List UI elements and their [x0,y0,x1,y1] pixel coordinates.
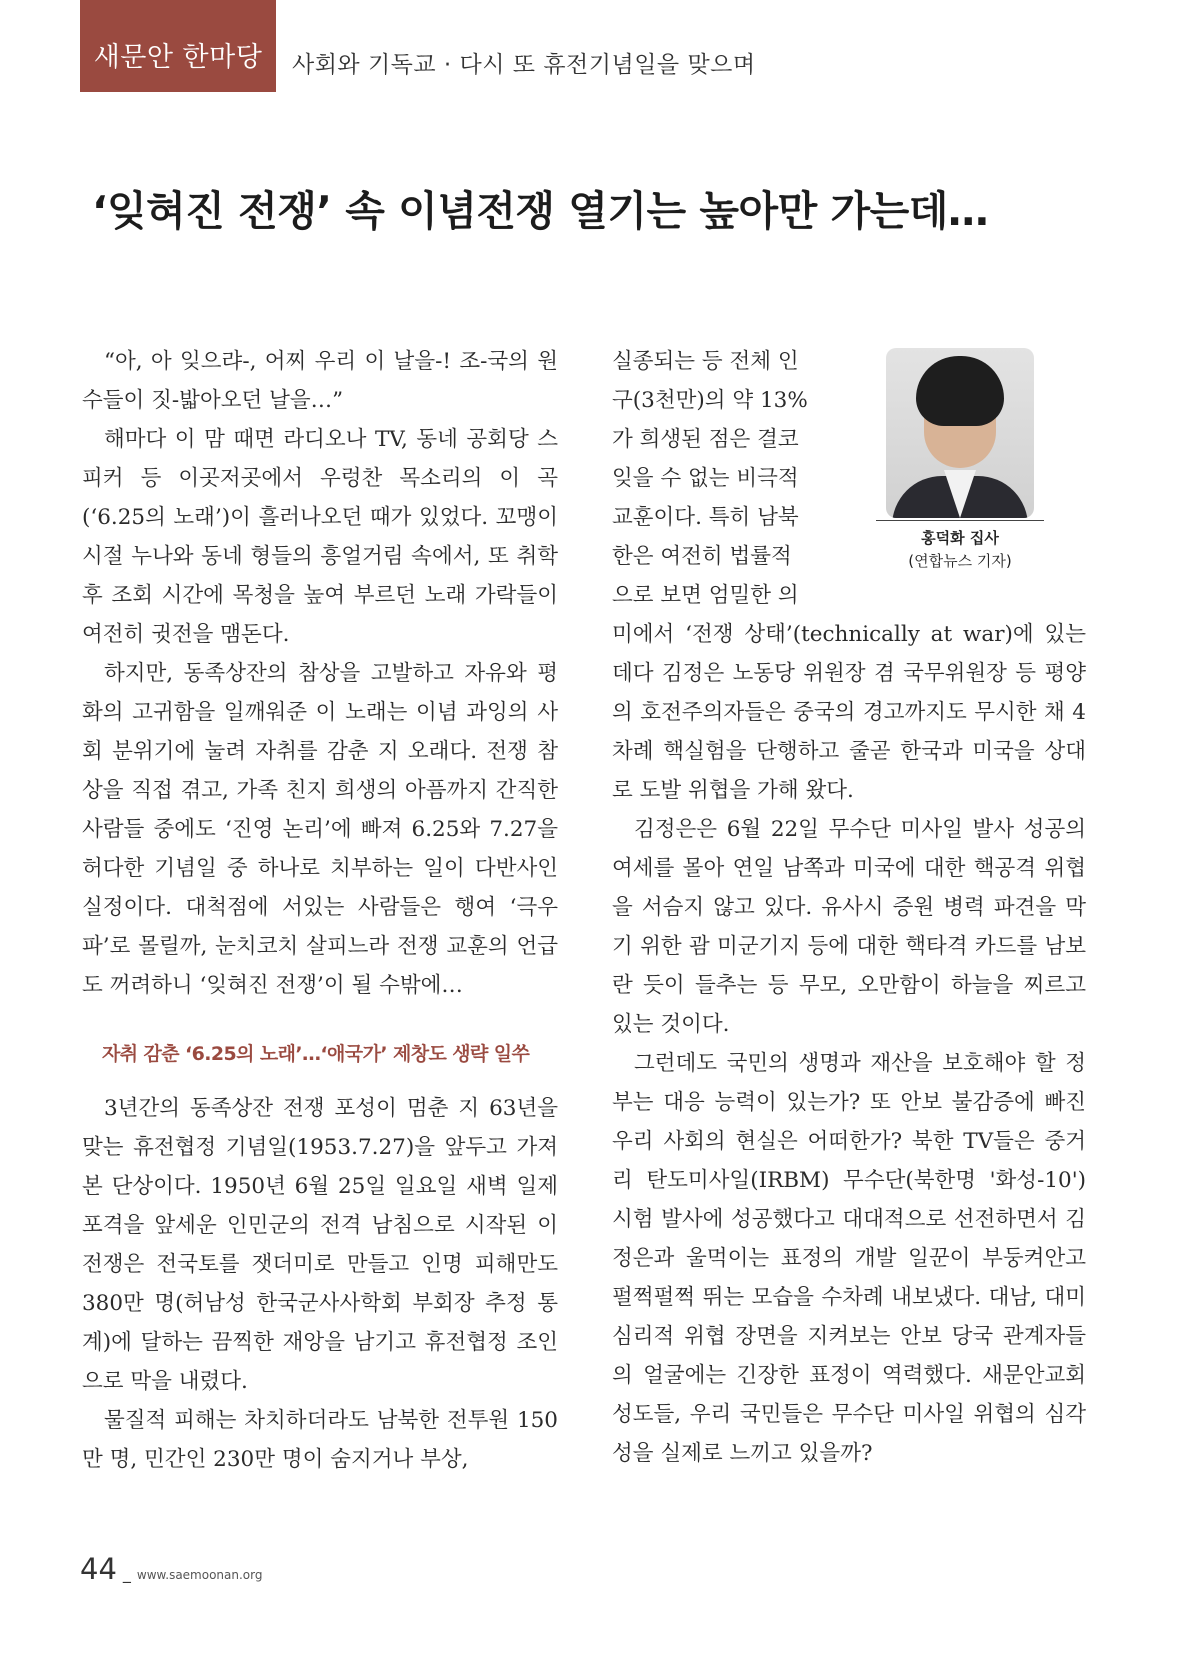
text-wrap-block [612,342,838,615]
footer-separator: _ [122,1564,131,1583]
text-line: 교훈이다. 특히 남북 [612,505,799,530]
subheading: 자취 감춘 ‘6.25의 노래’…‘애국가’ 제창도 생략 일쑤 [102,1043,530,1065]
paragraph: 미에서 ‘전쟁 상태’(technically at war)에 있는데다 김정은 노동당 위원장 겸 국무위원장 등 평양의 호전주의자들은 중국의 경고까지도 무시한 채 4차례 핵실험을 단행하고 줄곧 한국과 미국을 상대로 도발 위협을 가해 왔다. [612,622,1086,803]
paragraph: 물질적 피해는 차치하더라도 남북한 전투원 150만 명, 민간인 230만 명이 숨지거나 부상, [82,1408,558,1472]
article-title: ‘잊혀진 전쟁’ 속 이념전쟁 열기는 높아만 가는데… [92,187,989,235]
paragraph: 하지만, 동족상잔의 참상을 고발하고 자유와 평화의 고귀함을 일깨워준 이 노래는 이념 과잉의 사회 분위기에 눌려 자취를 감춘 지 오래다. 전쟁 참상을 직접 겪고, 가족 친지 희생의 아픔까지 간직한 사람들 중에도 ‘진영 논리’에 빠져 6.25와 7.27을 허다한 기념일 중 하나로 치부하는 일이 다반사인 실정이다. 대척점에 서있는 사람들은 행여 ‘극우파’로 몰릴까, 눈치코치 살피느라 전쟁 교훈의 언급도 꺼려하니 ‘잊혀진 전쟁’이 될 수밖에… [82,661,558,998]
website-url: www.saemoonan.org [136,1568,263,1582]
text-line: 구(3천만)의 약 13% [612,388,808,413]
text-line: 한은 여전히 법률적 [612,544,792,569]
paragraph: 해마다 이 맘 때면 라디오나 TV, 동네 공회당 스피커 등 이곳저곳에서 우렁찬 목소리의 이 곡(‘6.25의 노래’)이 흘러나오던 때가 있었다. 꼬맹이 시절 누나와 동네 형들의 흥얼거림 속에서, 또 취학 후 조회 시간에 목청을 높여 부르던 노래 가락들이 여전히 귓전을 맴돈다. [82,427,558,647]
author-name: 홍덕화 집사 [921,529,999,547]
text-line: 잊을 수 없는 비극적 [612,466,799,491]
author-photo [886,348,1034,518]
paragraph: 3년간의 동족상잔 전쟁 포성이 멈춘 지 63년을 맞는 휴전협정 기념일(1953.7.27)을 앞두고 가져본 단상이다. 1950년 6월 25일 일요일 새벽 일제 포격을 앞세운 인민군의 전격 남침으로 시작된 이 전쟁은 전국토를 잿더미로 만들고 인명 피해만도 380만 명(허남성 한국군사사학회 부회장 추정 통계)에 달하는 끔찍한 재앙을 남기고 휴전협정 조인으로 막을 내렸다. [82,1096,558,1394]
author-affiliation: (연합뉴스 기자) [908,552,1012,570]
page-footer [80,1552,262,1586]
text-line: 가 희생된 점은 결코 [612,427,799,452]
paragraph: 김정은은 6월 22일 무수단 미사일 발사 성공의 여세를 몰아 연일 남쪽과 미국에 대한 핵공격 위협을 서슴지 않고 있다. 유사시 증원 병력 파견을 막기 위한 괌 미군기지 등에 대한 핵타격 카드를 남보란 듯이 들추는 등 무모, 오만함이 하늘을 찌르고 있는 것이다. [612,817,1086,1037]
section-tag [80,0,276,92]
section-subtitle: 사회와 기독교 · 다시 또 휴전기념일을 맞으며 [292,52,756,78]
text-line: 실종되는 등 전체 인 [612,349,799,374]
page-number: 44 [80,1552,117,1586]
section-tag-label: 새문안 한마당 [93,42,263,73]
caption-divider [876,520,1044,521]
author-photo-box [876,348,1044,571]
paragraph-intro-lyrics: “아, 아 잊으랴-, 어찌 우리 이 날을-! 조-국의 원수들이 짓-밟아오던 날을…” [82,349,558,413]
text-line: 으로 보면 엄밀한 의 [612,583,799,608]
left-column [82,342,558,1479]
paragraph: 그런데도 국민의 생명과 재산을 보호해야 할 정부는 대응 능력이 있는가? 또 안보 불감증에 빠진 우리 사회의 현실은 어떠한가? 북한 TV들은 중거리 탄도미사일(IRBM) 무수단(북한명 '화성-10') 시험 발사에 성공했다고 대대적으로 선전하면서 김정은과 울먹이는 표정의 개발 일꾼이 부둥켜안고 펄쩍펄쩍 뛰는 모습을 수차례 내보냈다. 대남, 대미 심리적 위협 장면을 지켜보는 안보 당국 관계자들의 얼굴에는 긴장한 표정이 역력했다. 새문안교회 성도들, 우리 국민들은 무수단 미사일 위협의 심각성을 실제로 느끼고 있을까? [612,1051,1086,1466]
